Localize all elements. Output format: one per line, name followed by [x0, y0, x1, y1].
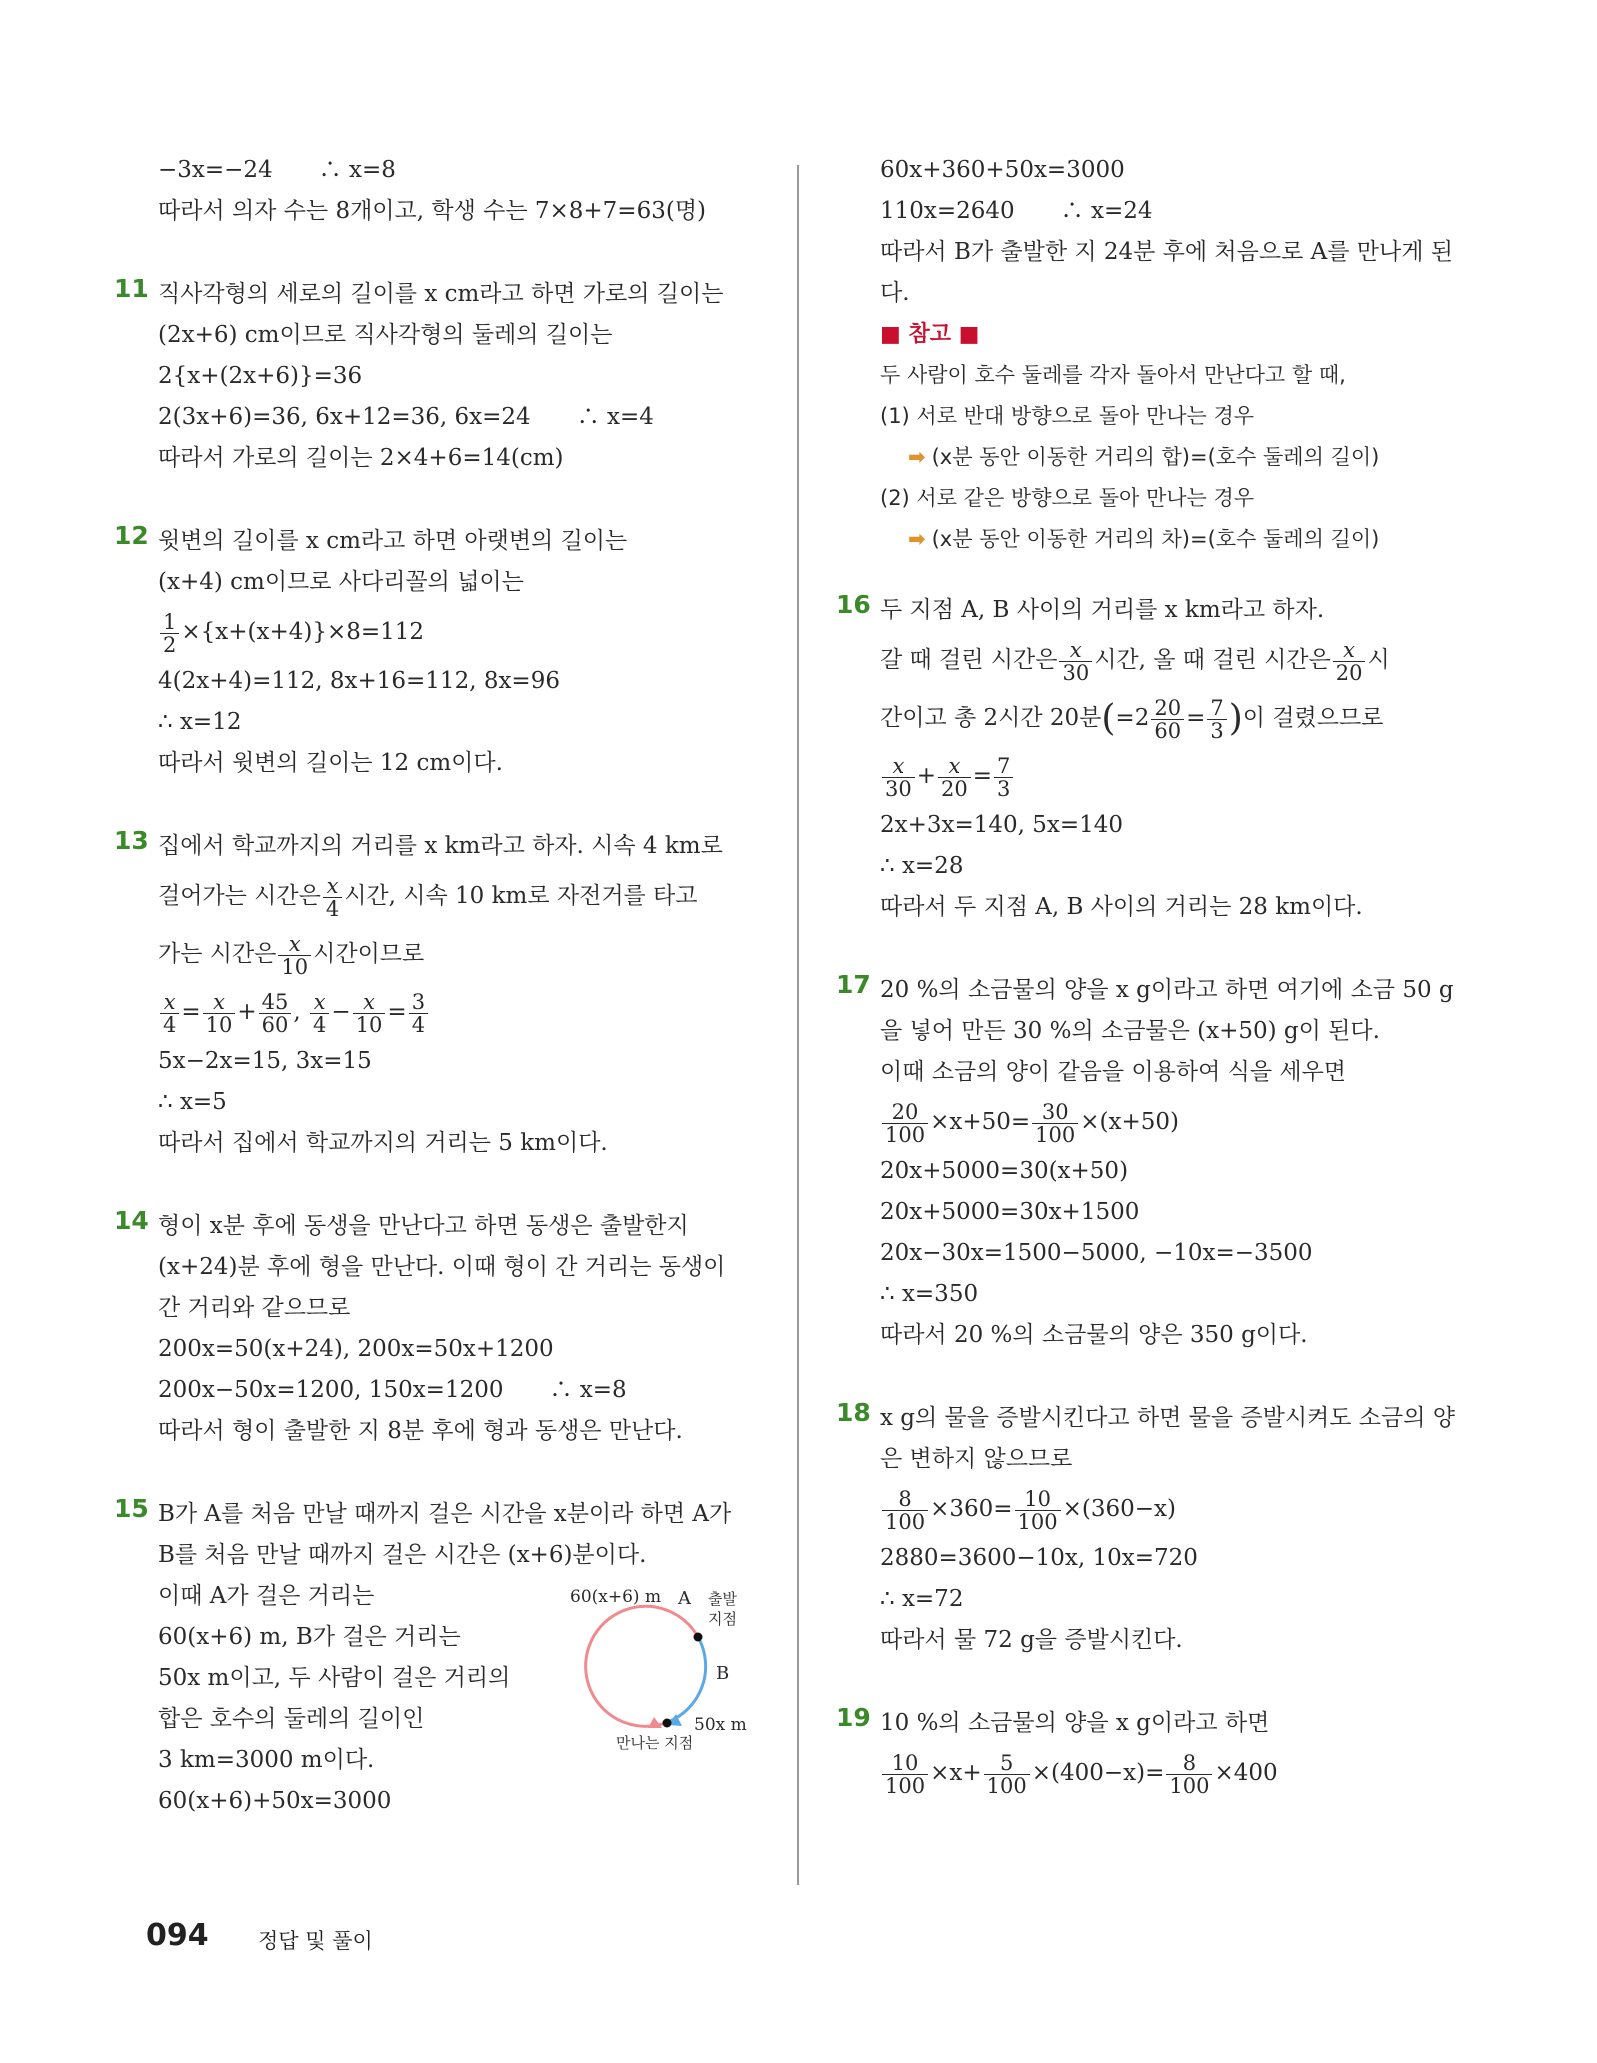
problem-number: 13 — [114, 826, 149, 855]
line: ∴ x=350 — [880, 1281, 979, 1307]
point-label: 지점 — [708, 1610, 737, 1628]
path-a-arc — [586, 1606, 698, 1726]
equation: $\frac{10}{100}$ ×x+ $\frac{5}{100}$ ×(400−x)= $\frac{8}{100}$ ×400 — [880, 1744, 1460, 1802]
problem-number: 16 — [836, 590, 871, 619]
line: 60x+360+50x=3000 — [880, 157, 1125, 183]
path-b-arc — [668, 1637, 706, 1722]
note-item: (1) 서로 반대 방향으로 돌아 만나는 경우 — [880, 404, 1255, 428]
line: 이때 A가 걸은 거리는 — [158, 1583, 375, 1609]
meeting-label: 만나는 지점 — [616, 1734, 694, 1752]
lake-diagram — [566, 1578, 766, 1808]
a-label: A — [678, 1588, 691, 1609]
right-arrow-icon: ➡ — [908, 445, 926, 469]
line: −3x=−24 ∴ x=8 — [158, 157, 396, 183]
line: 갈 때 걸린 시간은 $\frac{x}{30}$ 시간, 올 때 걸린 시간은 $\frac{x}{20}$ 시 — [880, 637, 1390, 685]
line: ∴ x=12 — [158, 709, 242, 735]
line: 따라서 집에서 학교까지의 거리는 5 km이다. — [158, 1130, 608, 1156]
equation: $\frac{x}{30}$ + $\frac{x}{20}$ = $\frac{7}{3}$ — [880, 747, 1460, 805]
problem-18 — [836, 1398, 1460, 1661]
line: 형이 x분 후에 동생을 만난다고 하면 동생은 출발한지 — [158, 1213, 689, 1239]
problem-15 — [114, 1494, 770, 1822]
line: (2x+6) cm이므로 직사각형의 둘레의 길이는 — [158, 322, 613, 348]
line: 4(2x+4)=112, 8x+16=112, 8x=96 — [158, 668, 560, 694]
line: 50x m이고, 두 사람이 걸은 거리의 — [158, 1665, 511, 1691]
line: 가는 시간은 $\frac{x}{10}$ 시간이므로 — [158, 931, 425, 979]
left-column — [114, 150, 770, 1822]
meeting-point — [663, 1719, 672, 1728]
problem-16 — [836, 590, 1460, 928]
arrow-a-head — [648, 1717, 662, 1728]
line: 따라서 형이 출발한 지 8분 후에 형과 동생은 만난다. — [158, 1418, 683, 1444]
problem-number: 12 — [114, 521, 149, 550]
line: 5x−2x=15, 3x=15 — [158, 1048, 372, 1074]
column-divider — [797, 165, 799, 1885]
line: 20x+5000=30x+1500 — [880, 1199, 1140, 1225]
problem-number: 11 — [114, 274, 149, 303]
line: 200x=50(x+24), 200x=50x+1200 — [158, 1336, 554, 1362]
line: 따라서 B가 출발한 지 24분 후에 처음으로 A를 만나게 된 — [880, 239, 1453, 265]
a-distance-label: 60(x+6) m — [570, 1587, 662, 1607]
line: 따라서 윗변의 길이는 12 cm이다. — [158, 750, 503, 776]
problem-12 — [114, 521, 770, 784]
line: 따라서 의자 수는 8개이고, 학생 수는 7×8+7=63(명) — [158, 198, 707, 224]
right-arrow-icon: ➡ — [908, 527, 926, 551]
line: ∴ x=28 — [880, 853, 964, 879]
line: 합은 호수의 둘레의 길이인 — [158, 1706, 425, 1732]
section-title: 정답 및 풀이 — [258, 1929, 373, 1953]
b-distance-label: 50x m — [694, 1715, 747, 1735]
line: 60(x+6)+50x=3000 — [158, 1788, 392, 1814]
line: 60(x+6) m, B가 걸은 거리는 — [158, 1624, 461, 1650]
line: 따라서 20 %의 소금물의 양은 350 g이다. — [880, 1322, 1308, 1348]
line: 20x+5000=30(x+50) — [880, 1158, 1129, 1184]
line: 20x−30x=1500−5000, −10x=−3500 — [880, 1240, 1313, 1266]
line: 2x+3x=140, 5x=140 — [880, 812, 1124, 838]
line: B를 처음 만날 때까지 걸은 시간은 (x+6)분이다. — [158, 1542, 647, 1568]
line: 을 넣어 만든 30 %의 소금물은 (x+50) g이 된다. — [880, 1018, 1380, 1044]
note-rule: ➡ (x분 동안 이동한 거리의 차)=(호수 둘레의 길이) — [908, 527, 1380, 551]
line: 20 %의 소금물의 양을 x g이라고 하면 여기에 소금 50 g — [880, 977, 1454, 1003]
note-item: (2) 서로 같은 방향으로 돌아 만나는 경우 — [880, 486, 1255, 510]
problem-14 — [114, 1206, 770, 1452]
problem-number: 17 — [836, 970, 871, 999]
problem-number: 15 — [114, 1494, 149, 1523]
fraction: $\frac{x}{4}$ — [323, 875, 342, 920]
page-number: 094 — [146, 1918, 209, 1953]
note-line: 두 사람이 호수 둘레를 각자 돌아서 만난다고 할 때, — [880, 363, 1346, 387]
line: ∴ x=72 — [880, 1586, 964, 1612]
line: ∴ x=5 — [158, 1089, 227, 1115]
line: 이때 소금의 양이 같음을 이용하여 식을 세우면 — [880, 1059, 1347, 1085]
problem-13 — [114, 826, 770, 1164]
start-point — [694, 1633, 703, 1642]
line: 따라서 가로의 길이는 2×4+6=14(cm) — [158, 445, 564, 471]
equation: $\frac{20}{100}$ ×x+50= $\frac{30}{100}$ ×(x+50) — [880, 1093, 1460, 1151]
problem-19 — [836, 1703, 1460, 1802]
line: 10 %의 소금물의 양을 x g이라고 하면 — [880, 1710, 1270, 1736]
line: 직사각형의 세로의 길이를 x cm라고 하면 가로의 길이는 — [158, 281, 724, 307]
line: 따라서 물 72 g을 증발시킨다. — [880, 1627, 1183, 1653]
line: (x+4) cm이므로 사다리꼴의 넓이는 — [158, 569, 524, 595]
b-label: B — [716, 1663, 730, 1684]
line: 2(3x+6)=36, 6x+12=36, 6x=24 ∴ x=4 — [158, 404, 654, 430]
problem-number: 18 — [836, 1398, 871, 1427]
line: 윗변의 길이를 x cm라고 하면 아랫변의 길이는 — [158, 528, 628, 554]
line: 다. — [880, 280, 910, 306]
equation: $\frac{8}{100}$ ×360= $\frac{10}{100}$ ×(360−x) — [880, 1480, 1460, 1538]
right-column — [836, 150, 1460, 1802]
problem-11 — [114, 274, 770, 479]
line: 200x−50x=1200, 150x=1200 ∴ x=8 — [158, 1377, 627, 1403]
fraction: $\frac{x}{10}$ — [278, 933, 311, 978]
line: 은 변하지 않으므로 — [880, 1446, 1073, 1472]
line: 2{x+(2x+6)}=36 — [158, 363, 363, 389]
note-rule: ➡ (x분 동안 이동한 거리의 합)=(호수 둘레의 길이) — [908, 445, 1380, 469]
problem-number: 14 — [114, 1206, 149, 1235]
line: 걸어가는 시간은 $\frac{x}{4}$ 시간, 시속 10 km로 자전거를 타고 — [158, 873, 698, 921]
note-title: ■ 참고 ■ — [880, 322, 980, 347]
start-label: 출발 — [708, 1590, 737, 1608]
line: 3 km=3000 m이다. — [158, 1747, 375, 1773]
line: x g의 물을 증발시킨다고 하면 물을 증발시켜도 소금의 양 — [880, 1405, 1455, 1431]
equation: $\frac{1}{2}$ ×{x+(x+4)}×8=112 — [158, 603, 770, 661]
equation: $\frac{x}{4}$ = $\frac{x}{10}$ + $\frac{45}{60}$ , $\frac{x}{4}$ − $\frac{x}{10}$ = $\frac{3}{4}$ — [158, 983, 770, 1041]
line: 간 거리와 같으므로 — [158, 1295, 351, 1321]
problem-number: 19 — [836, 1703, 871, 1732]
line: 간이고 총 2시간 20분(=2 $\frac{20}{60}$ = $\frac{7}{3}$ )이 걸렸으므로 — [880, 695, 1384, 743]
line: B가 A를 처음 만날 때까지 걸은 시간을 x분이라 하면 A가 — [158, 1501, 732, 1527]
line: (x+24)분 후에 형을 만난다. 이때 형이 간 거리는 동생이 — [158, 1254, 726, 1280]
line: 2880=3600−10x, 10x=720 — [880, 1545, 1198, 1571]
problem-17 — [836, 970, 1460, 1356]
fraction: $\frac{1}{2}$ — [160, 611, 179, 656]
line: 따라서 두 지점 A, B 사이의 거리는 28 km이다. — [880, 894, 1363, 920]
line: 집에서 학교까지의 거리를 x km라고 하자. 시속 4 km로 — [158, 833, 723, 859]
line: 두 지점 A, B 사이의 거리를 x km라고 하자. — [880, 597, 1325, 623]
line: 110x=2640 ∴ x=24 — [880, 198, 1153, 224]
